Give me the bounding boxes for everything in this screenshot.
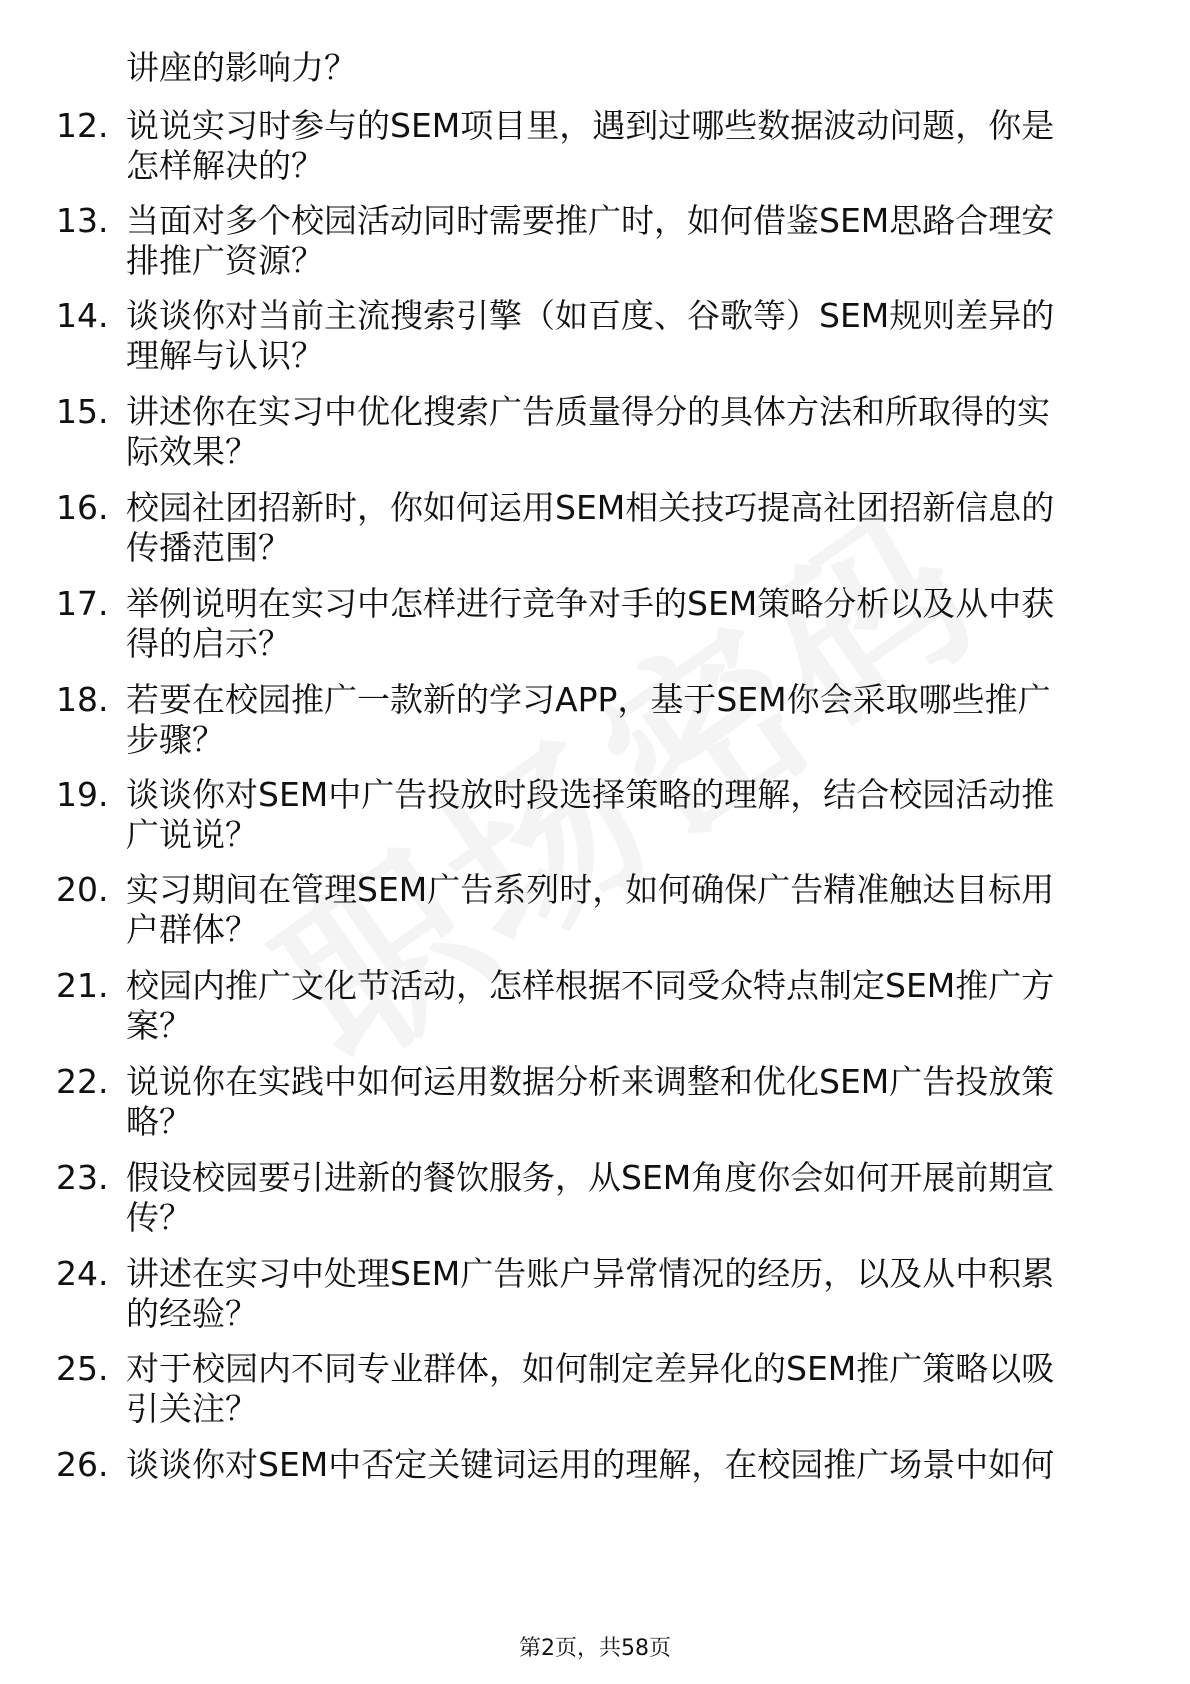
question-text-line1: 假设校园要引进新的餐饮服务，从SEM角度你会如何开展前期宣 [126,1158,1055,1197]
question-text-line1: 校园内推广文化节活动，怎样根据不同受众特点制定SEM推广方 [126,966,1055,1005]
question-number: 17. [56,584,109,623]
question-text-line2: 略？ [126,1102,192,1141]
question-text-line2: 传？ [126,1198,192,1237]
question-text-line1: 谈谈你对当前主流搜索引擎（如百度、谷歌等）SEM规则差异的 [126,296,1055,335]
question-number: 20. [56,870,109,909]
question-number: 16. [56,488,109,527]
question-text-line1: 讲述你在实习中优化搜索广告质量得分的具体方法和所取得的实 [126,392,1050,431]
question-text-line1: 若要在校园推广一款新的学习APP，基于SEM你会采取哪些推广 [126,680,1051,719]
question-text-line2: 步骤？ [126,720,225,759]
question-text-line1: 举例说明在实习中怎样进行竞争对手的SEM策略分析以及从中获 [126,584,1055,623]
question-text-line2: 案？ [126,1006,192,1045]
question-text-line2: 理解与认识？ [126,336,324,375]
question-text-line1: 谈谈你对SEM中广告投放时段选择策略的理解，结合校园活动推 [126,775,1055,814]
page-footer: 第2页，共58页 [519,1636,671,1661]
question-number: 13. [56,201,109,240]
question-text-line1: 对于校园内不同专业群体，如何制定差异化的SEM推广策略以吸 [126,1349,1055,1388]
question-text-line2: 户群体？ [126,910,258,949]
question-number: 26. [56,1445,109,1484]
question-number: 12. [56,106,109,145]
question-text-line2: 传播范围？ [126,528,291,567]
question-number: 23. [56,1158,109,1197]
question-number: 24. [56,1254,109,1293]
question-number: 22. [56,1062,109,1101]
continuation-text: 讲座的影响力？ [126,48,357,87]
question-text-line1: 讲述在实习中处理SEM广告账户异常情况的经历，以及从中积累 [126,1254,1055,1293]
question-text-line2: 排推广资源？ [126,241,324,280]
question-text-line2: 引关注？ [126,1389,258,1428]
question-text-line1: 说说你在实践中如何运用数据分析来调整和优化SEM广告投放策 [126,1062,1055,1101]
question-text-line1: 当面对多个校园活动同时需要推广时，如何借鉴SEM思路合理安 [126,201,1055,240]
question-text-line1: 说说实习时参与的SEM项目里，遇到过哪些数据波动问题，你是 [126,106,1055,145]
question-text-line2: 怎样解决的？ [126,146,324,185]
question-number: 14. [56,296,109,335]
question-text-line2: 广说说？ [126,815,258,854]
question-text-line2: 得的启示？ [126,624,291,663]
question-text-line1: 实习期间在管理SEM广告系列时，如何确保广告精准触达目标用 [126,870,1055,909]
question-text-line1: 校园社团招新时，你如何运用SEM相关技巧提高社团招新信息的 [126,488,1055,527]
question-text-line2: 际效果？ [126,432,258,471]
question-text-line1: 谈谈你对SEM中否定关键词运用的理解，在校园推广场景中如何 [126,1445,1055,1484]
question-number: 19. [56,775,109,814]
question-number: 18. [56,680,109,719]
question-text-line2: 的经验？ [126,1294,258,1333]
question-number: 25. [56,1349,109,1388]
question-number: 15. [56,392,109,431]
question-number: 21. [56,966,109,1005]
